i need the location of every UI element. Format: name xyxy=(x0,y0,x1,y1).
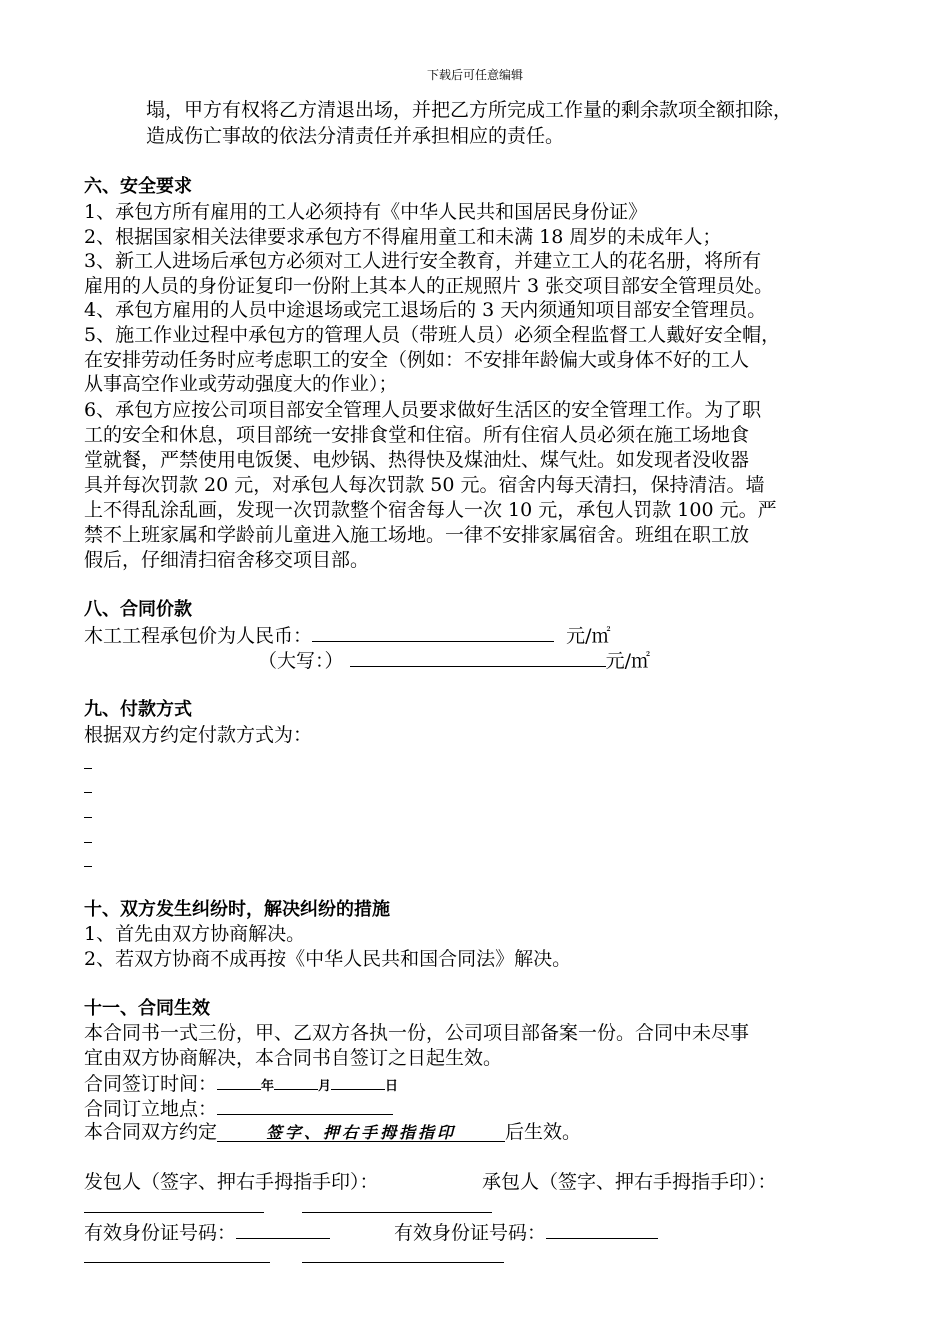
price-row xyxy=(84,623,611,648)
safety-line: 5、施工作业过程中承包方的管理人员（带班人员）必须全程监督工人戴好安全帽， xyxy=(84,324,781,346)
contractor-id-line[interactable] xyxy=(302,1262,504,1263)
sign-time-label: 合同签订时间： xyxy=(84,1073,218,1095)
safety-line: 禁不上班家属和学龄前儿童进入施工场地。一律不安排家属宿舍。班组在职工放 xyxy=(84,524,750,546)
safety-line: 雇用的人员的身份证复印一份附上其本人的正规照片 3 张交项目部安全管理员处。 xyxy=(84,275,774,297)
effect-line: 本合同书一式三份，甲、乙双方各执一份，公司项目部备案一份。合同中未尽事 xyxy=(84,1022,750,1044)
sign-time-row xyxy=(84,1071,398,1099)
section-title-safety: 六、安全要求 xyxy=(84,176,192,197)
payment-line: 根据双方约定付款方式为： xyxy=(84,724,313,746)
month-blank[interactable] xyxy=(274,1071,318,1090)
employer-id-blank[interactable] xyxy=(236,1220,330,1239)
safety-line: 具并每次罚款 20 元，对承包人每次罚款 50 元。宿舍内每天清扫，保持清洁。墙 xyxy=(84,474,765,496)
month-label: 月 xyxy=(318,1079,332,1094)
employer-sign-line[interactable] xyxy=(84,1212,264,1213)
intro-line: 造成伤亡事故的依法分清责任并承担相应的责任。 xyxy=(146,125,565,147)
price-unit: 元/㎡ xyxy=(566,625,611,647)
section-title-effect: 十一、合同生效 xyxy=(84,998,210,1019)
section-title-dispute: 十、双方发生纠纷时，解决纠纷的措施 xyxy=(84,899,390,920)
sign-place-label: 合同订立地点： xyxy=(84,1098,218,1120)
safety-line: 工的安全和休息，项目部统一安排食堂和住宿。所有住宿人员必须在施工场地食 xyxy=(84,424,750,446)
dispute-line: 2、若双方协商不成再按《中华人民共和国合同法》解决。 xyxy=(84,948,572,970)
safety-line: 堂就餐，严禁使用电饭煲、电炒锅、热得快及煤油灶、煤气灶。如发现者没收器 xyxy=(84,449,750,471)
price-blank[interactable] xyxy=(312,623,554,642)
dispute-line: 1、首先由双方协商解决。 xyxy=(84,923,306,945)
safety-line: 假后，仔细清扫宿舍移交项目部。 xyxy=(84,549,370,571)
safety-line: 上不得乱涂乱画，发现一次罚款整个宿舍每人一次 10 元，承包人罚款 100 元。严 xyxy=(84,499,777,521)
contractor-id-blank[interactable] xyxy=(546,1220,658,1239)
agreement-row xyxy=(84,1120,581,1144)
agreement-label: 本合同双方约定 xyxy=(84,1121,218,1143)
safety-line: 1、承包方所有雇用的工人必须持有《中华人民共和国居民身份证》 xyxy=(84,201,648,223)
daxie-blank[interactable] xyxy=(350,648,606,667)
page-header: 下载后可任意编辑 xyxy=(426,68,523,82)
contractor-sign-label: 承包人（签字、押右手拇指手印）： xyxy=(482,1171,777,1193)
sign-place-row xyxy=(84,1096,393,1121)
contractor-id-row xyxy=(394,1220,658,1245)
daxie-unit: 元/㎡ xyxy=(605,650,650,672)
daxie-label: （大写：） xyxy=(258,650,344,672)
employer-id-label: 有效身份证号码： xyxy=(84,1222,237,1244)
safety-line: 在安排劳动任务时应考虑职工的安全（例如：不安排年龄偏大或身体不好的工人 xyxy=(84,349,750,371)
safety-line: 2、根据国家相关法律要求承包方不得雇用童工和未满 18 周岁的未成年人； xyxy=(84,226,722,248)
contractor-id-label: 有效身份证号码： xyxy=(394,1222,547,1244)
day-label: 日 xyxy=(385,1079,399,1094)
price-label: 木工工程承包价为人民币： xyxy=(84,625,313,647)
payment-blank-line[interactable] xyxy=(84,817,92,818)
contractor-sign-line[interactable] xyxy=(302,1212,492,1213)
section-title-payment: 九、付款方式 xyxy=(84,699,192,720)
effect-line: 宜由双方协商解决，本合同书自签订之日起生效。 xyxy=(84,1047,503,1069)
payment-blank-line[interactable] xyxy=(84,842,92,843)
agreement-suffix: 后生效。 xyxy=(505,1121,582,1143)
intro-line: 塌，甲方有权将乙方清退出场，并把乙方所完成工作量的剩余款项全额扣除， xyxy=(146,99,793,121)
employer-id-line[interactable] xyxy=(84,1262,270,1263)
safety-line: 4、承包方雇用的人员中途退场或完工退场后的 3 天内须通知项目部安全管理员。 xyxy=(84,299,767,321)
year-blank[interactable] xyxy=(217,1071,261,1090)
safety-line: 6、承包方应按公司项目部安全管理人员要求做好生活区的安全管理工作。为了职 xyxy=(84,399,762,421)
agreement-handwritten-blank xyxy=(217,1120,505,1142)
day-blank[interactable] xyxy=(331,1071,385,1090)
employer-id-row xyxy=(84,1220,330,1245)
safety-line: 从事高空作业或劳动强度大的作业）； xyxy=(84,373,398,395)
section-title-price: 八、合同价款 xyxy=(84,599,192,620)
year-label: 年 xyxy=(261,1079,275,1094)
safety-line: 3、新工人进场后承包方必须对工人进行安全教育，并建立工人的花名册，将所有 xyxy=(84,250,762,272)
agreement-handwriting: 签字、押右手拇指指印 xyxy=(266,1123,457,1142)
payment-blank-line[interactable] xyxy=(84,768,92,769)
employer-sign-label: 发包人（签字、押右手拇指手印）： xyxy=(84,1171,379,1193)
place-blank[interactable] xyxy=(217,1096,393,1115)
daxie-row xyxy=(258,648,650,673)
payment-blank-line[interactable] xyxy=(84,866,92,867)
payment-blank-line[interactable] xyxy=(84,792,92,793)
